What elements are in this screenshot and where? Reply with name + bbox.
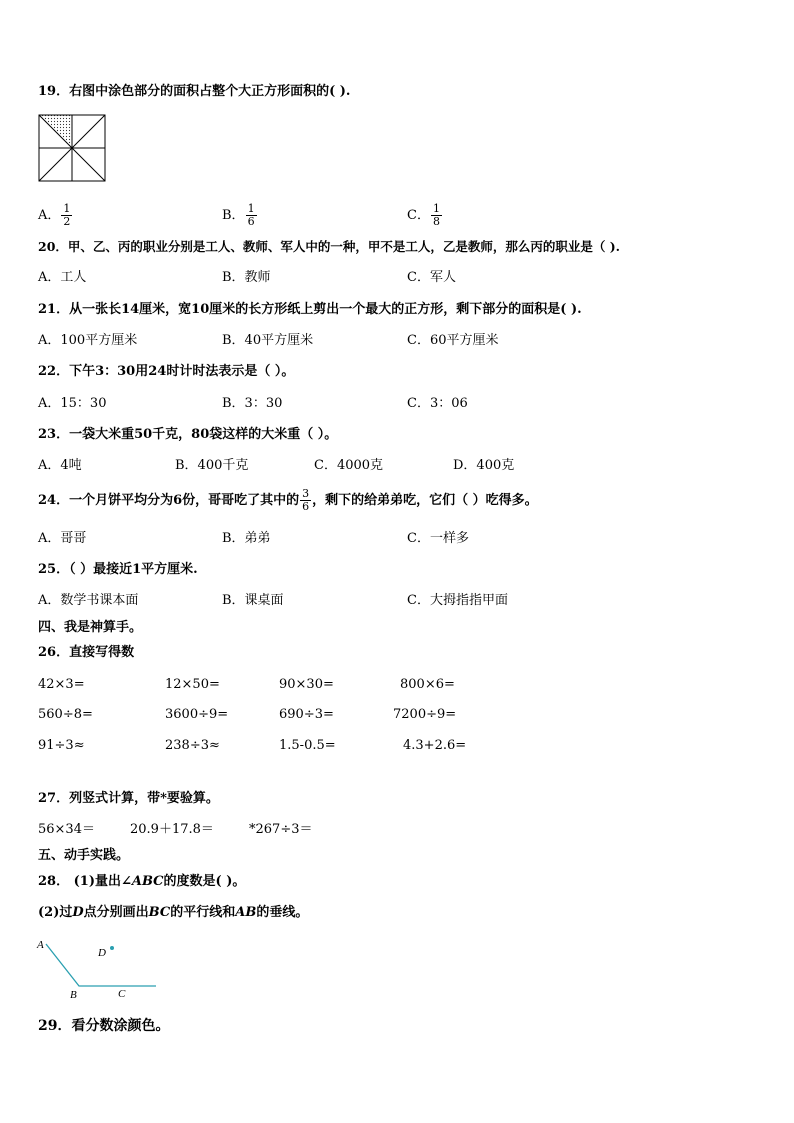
q27-stem: 27．列竖式计算，带*要验算。	[38, 791, 219, 806]
q24-option-c[interactable]: C．一样多	[407, 531, 469, 546]
q22-option-a[interactable]: A．15：30	[38, 396, 107, 411]
label-a: A	[37, 939, 44, 951]
section-5-heading: 五、动手实践。	[38, 848, 130, 863]
q23-stem: 23．一袋大米重50千克，80袋这样的大米重（ ）。	[38, 427, 338, 442]
q27-item: *267÷3＝	[249, 822, 313, 837]
q20-stem: 20．甲、乙、丙的职业分别是工人、教师、军人中的一种，甲不是工人，乙是教师，那么丙的职业是（ ).	[38, 239, 621, 254]
q22-stem: 22．下午3：30用24时计时法表示是（ ）。	[38, 364, 295, 379]
q21-option-b[interactable]: B．40平方厘米	[222, 333, 314, 348]
q23-option-d[interactable]: D．400克	[453, 458, 515, 473]
q26-item: 4.3+2.6=	[403, 738, 467, 753]
q25-option-b[interactable]: B．课桌面	[222, 593, 284, 608]
q28-angle-figure	[36, 936, 160, 1002]
q26-item: 238÷3≈	[165, 738, 220, 753]
q19-option-b-fraction: $\frac{1}{6}$	[247, 202, 255, 228]
q28-part1: 28． (1)量出∠ABC的度数是( )。	[38, 874, 246, 889]
q26-item: 91÷3≈	[38, 738, 85, 753]
q21-option-c[interactable]: C．60平方厘米	[407, 333, 499, 348]
q19-option-b[interactable]: B． $\frac{1}{6}$	[222, 202, 255, 228]
q19-square-figure	[38, 114, 106, 182]
label-d: D	[98, 947, 106, 959]
q20-option-c[interactable]: C．军人	[407, 270, 456, 285]
q25-option-a[interactable]: A．数学书课本面	[38, 593, 139, 608]
q20-option-a[interactable]: A．工人	[38, 270, 87, 285]
q26-item: 560÷8=	[38, 707, 93, 722]
q26-item: 7200÷9=	[393, 707, 457, 722]
q19-option-a-fraction: $\frac{1}{2}$	[63, 202, 71, 228]
label-b: B	[70, 989, 77, 1001]
q25-stem: 25．（ ）最接近1平方厘米.	[38, 562, 198, 577]
q25-option-c[interactable]: C．大拇指指甲面	[407, 593, 508, 608]
q26-item: 12×50=	[165, 677, 220, 692]
q26-stem: 26．直接写得数	[38, 645, 135, 660]
q20-option-b[interactable]: B．教师	[222, 270, 271, 285]
point-d-dot	[110, 946, 114, 950]
q22-option-c[interactable]: C．3：06	[407, 396, 468, 411]
q24-option-b[interactable]: B．弟弟	[222, 531, 271, 546]
q26-item: 42×3=	[38, 677, 85, 692]
q24-fraction: $\frac{3}{6}$	[302, 487, 310, 513]
q22-option-b[interactable]: B．3：30	[222, 396, 283, 411]
q24-stem: 24．一个月饼平均分为6份，哥哥吃了其中的 $\frac{3}{6}$ ，剩下的给弟弟吃，它们（ ）吃得多。	[38, 487, 538, 513]
q23-option-b[interactable]: B．400千克	[175, 458, 249, 473]
q19-option-c-fraction: $\frac{1}{8}$	[432, 202, 440, 228]
q23-option-a[interactable]: A．4吨	[38, 458, 82, 473]
q21-stem: 21．从一张长14厘米，宽10厘米的长方形纸上剪出一个最大的正方形，剩下部分的面积是( ).	[38, 302, 582, 317]
q29-stem: 29．看分数涂颜色。	[38, 1018, 170, 1034]
section-4-heading: 四、我是神算手。	[38, 620, 143, 635]
q27-item: 20.9＋17.8＝	[130, 822, 214, 837]
q23-option-c[interactable]: C．4000克	[314, 458, 384, 473]
q19-option-a[interactable]: A． $\frac{1}{2}$	[38, 202, 71, 228]
q26-item: 800×6=	[400, 677, 455, 692]
q21-option-a[interactable]: A．100平方厘米	[38, 333, 138, 348]
q26-item: 3600÷9=	[165, 707, 229, 722]
q26-item: 1.5-0.5=	[279, 738, 336, 753]
q24-option-a[interactable]: A．哥哥	[38, 531, 87, 546]
label-c: C	[118, 988, 126, 1000]
q26-item: 90×30=	[279, 677, 334, 692]
q19-option-c[interactable]: C． $\frac{1}{8}$	[407, 202, 440, 228]
q19-stem: 19．右图中涂色部分的面积占整个大正方形面积的( ).	[38, 84, 351, 99]
q26-item: 690÷3=	[279, 707, 334, 722]
q28-part2: (2)过D点分别画出BC的平行线和AB的垂线。	[38, 905, 309, 920]
q27-item: 56×34＝	[38, 822, 95, 837]
